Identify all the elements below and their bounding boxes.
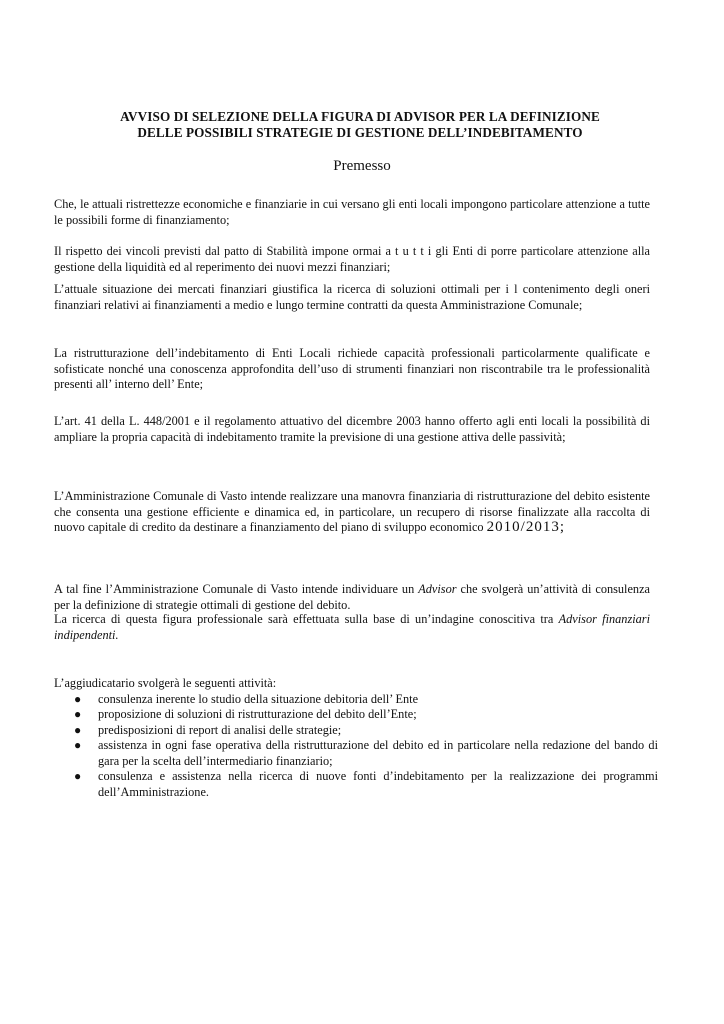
list-item [54, 769, 658, 800]
paragraph-1: Che, le attuali ristrettezze economiche e finanziarie in cui versano gli enti locali impongono particolare attenzione a tutte le possibili forme di finanziamento; [54, 197, 650, 227]
bullet-icon: ● [74, 769, 82, 783]
paragraph-6-text: L’Amministrazione Comunale di Vasto intende realizzare una manovra finanziaria di ristrutturazione del debito esistente che consenta una gestione efficiente e dinamica ed, in particolare, un recupero di risorse finalizzate alla raccolta di nuovo capitale di credito da destinare a finanziamento del piano di sviluppo economico [54, 489, 650, 534]
paragraph-3: L’attuale situazione dei mercati finanziari giustifica la ricerca di soluzioni ottimali per i l contenimento degli oneri finanziari relativi ai finanziamenti a medio e lungo termine contratti da questa Amministrazione Comunale; [54, 282, 650, 312]
document-title [54, 109, 666, 141]
paragraph-5: L’art. 41 della L. 448/2001 e il regolamento attuativo del dicembre 2003 hanno offerto agli enti locali la possibilità di ampliare la propria capacità di indebitamento tramite la previsione di una gestione attiva delle passività; [54, 414, 650, 444]
list-item [54, 738, 658, 769]
paragraph-8 [54, 612, 650, 643]
activities-list [54, 692, 658, 801]
paragraph-7-advisor: Advisor [418, 582, 457, 596]
paragraph-4: La ristrutturazione dell’indebitamento di Enti Locali richiede capacità professionali particolarmente qualificate e sofisticate nonché una conoscenza approfondita dell’uso di strumenti finanziari non riscontrabile tra le professionalità presenti all’ interno dell’ Ente; [54, 346, 650, 391]
paragraph-8-text: La ricerca di questa figura professionale sarà effettuata sulla base di un’indagine conoscitiva tra [54, 612, 554, 626]
activities-intro: L’aggiudicatario svolgerà le seguenti attività: [54, 676, 277, 690]
paragraph-7 [54, 582, 650, 613]
list-item-text: predisposizioni di report di analisi delle strategie; [98, 722, 342, 737]
bullet-icon: ● [74, 707, 82, 721]
title-line-1: AVVISO DI SELEZIONE DELLA FIGURA DI ADVISOR PER LA DEFINIZIONE [120, 109, 600, 124]
paragraph-7-after: che svolgerà un’attività di consulenza per la definizione di strategie ottimali di gestione del debito. [54, 582, 650, 612]
paragraph-6-years: 2010/2013; [486, 519, 565, 535]
premesso-heading: Premesso [333, 158, 391, 174]
bullet-icon: ● [74, 722, 82, 737]
paragraph-6 [54, 489, 650, 536]
paragraph-7-before: A tal fine l’Amministrazione Comunale di Vasto intende individuare un [54, 582, 415, 596]
activities-section [54, 676, 658, 800]
list-item-text: proposizione di soluzioni di ristrutturazione del debito dell’Ente; [98, 707, 417, 721]
list-item [54, 723, 658, 739]
list-item-text: consulenza inerente lo studio della situazione debitoria dell’ Ente [98, 691, 419, 706]
paragraph-8-italic: Advisor finanziari indipendenti. [54, 612, 650, 642]
list-item [54, 692, 658, 708]
bullet-icon: ● [74, 738, 82, 752]
title-line-2: DELLE POSSIBILI STRATEGIE DI GESTIONE DELL’INDEBITAMENTO [137, 125, 583, 140]
list-item [54, 707, 658, 723]
paragraph-2: Il rispetto dei vincoli previsti dal patto di Stabilità impone ormai a t u t t i gli Enti di porre particolare attenzione alla gestione della liquidità ed al reperimento dei nuovi mezzi finanziari; [54, 244, 650, 274]
list-item-text: consulenza e assistenza nella ricerca di nuove fonti d’indebitamento per la realizzazione dei programmi dell’Amministrazione. [98, 769, 658, 799]
list-item-text: assistenza in ogni fase operativa della ristrutturazione del debito ed in particolare nella redazione del bando di gara per la scelta dell’intermediario finanziario; [98, 738, 658, 768]
bullet-icon: ● [74, 691, 82, 706]
